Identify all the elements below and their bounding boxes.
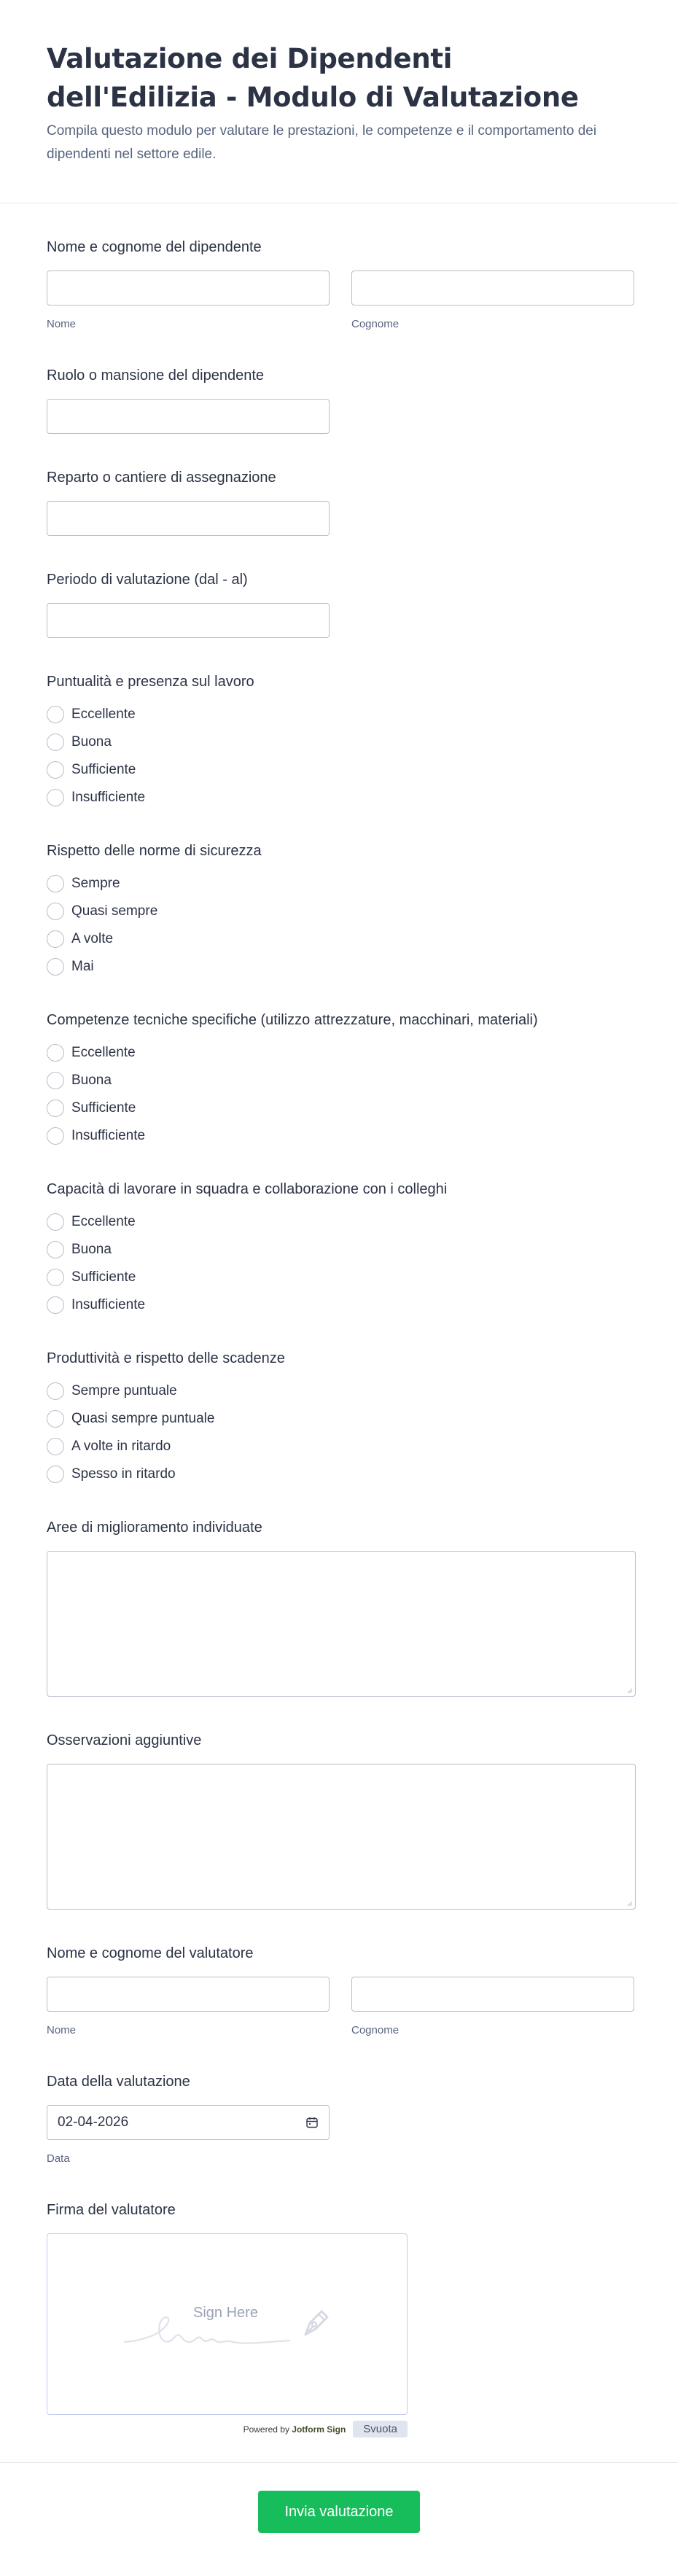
notes-field — [47, 1730, 631, 1910]
date-value: 02-04-2026 — [58, 2114, 129, 2130]
form-body — [0, 203, 678, 2437]
evaluator-last-name-sublabel: Cognome — [351, 2024, 400, 2036]
teamwork-option[interactable] — [47, 1296, 631, 1315]
technical-label: Competenze tecniche specifiche (utilizzo attrezzature, macchinari, materiali) — [47, 1012, 538, 1028]
role-label: Ruolo o mansione del dipendente — [47, 367, 264, 384]
radio-button[interactable] — [47, 1410, 64, 1428]
radio-label: Buona — [71, 734, 112, 750]
radio-button[interactable] — [47, 1100, 64, 1117]
safety-field — [47, 841, 631, 976]
radio-button[interactable] — [47, 734, 64, 751]
radio-label: Buona — [71, 1242, 112, 1257]
radio-label: Eccellente — [71, 1214, 136, 1229]
teamwork-option[interactable] — [47, 1240, 631, 1259]
employee-name-field — [47, 237, 631, 332]
period-field — [47, 569, 631, 638]
teamwork-option[interactable] — [47, 1213, 631, 1231]
form-subtitle: Compila questo modulo per valutare le prestazioni, le competenze e il comportamento dei dipendenti nel settore edile. — [47, 123, 597, 162]
radio-button[interactable] — [47, 1296, 64, 1314]
productivity-option[interactable] — [47, 1409, 631, 1428]
evaluator-first-name-sublabel: Nome — [47, 2024, 77, 2036]
department-label: Reparto o cantiere di assegnazione — [47, 470, 276, 486]
department-field — [47, 467, 631, 536]
technical-option[interactable] — [47, 1043, 631, 1062]
punctuality-label: Puntualità e presenza sul lavoro — [47, 674, 254, 690]
radio-label: Sufficiente — [71, 1100, 136, 1116]
radio-label: Eccellente — [71, 1045, 136, 1060]
signature-label: Firma del valutatore — [47, 2202, 176, 2218]
form-header — [0, 0, 678, 203]
notes-textarea[interactable] — [47, 1764, 636, 1910]
radio-label: Mai — [71, 959, 94, 974]
resize-grip-icon[interactable] — [626, 1899, 633, 1907]
punctuality-option[interactable] — [47, 760, 631, 779]
radio-button[interactable] — [47, 875, 64, 892]
submit-button[interactable]: Invia valutazione — [258, 2491, 420, 2533]
department-input[interactable] — [47, 501, 330, 536]
jotform-sign-brand: Jotform Sign — [292, 2424, 346, 2435]
technical-option[interactable] — [47, 1126, 631, 1145]
radio-button[interactable] — [47, 1382, 64, 1400]
radio-button[interactable] — [47, 1127, 64, 1145]
signature-footer — [47, 2421, 408, 2437]
evaluator-name-field — [47, 1943, 631, 2038]
evaluator-first-name-input[interactable] — [47, 1977, 330, 2012]
radio-label: Sempre — [71, 876, 120, 891]
date-field — [47, 2071, 631, 2166]
pen-icon — [300, 2305, 333, 2339]
employee-first-name-sublabel: Nome — [47, 318, 77, 330]
radio-label: Sufficiente — [71, 762, 136, 777]
signature-pad[interactable] — [47, 2233, 408, 2415]
technical-field — [47, 1010, 631, 1145]
improvement-field — [47, 1517, 631, 1697]
technical-option[interactable] — [47, 1071, 631, 1090]
signature-field — [47, 2200, 631, 2437]
employee-first-name-input[interactable] — [47, 271, 330, 306]
radio-label: Insufficiente — [71, 1128, 146, 1143]
radio-button[interactable] — [47, 1269, 64, 1286]
employee-last-name-sublabel: Cognome — [351, 318, 400, 330]
period-label: Periodo di valutazione (dal - al) — [47, 572, 248, 588]
safety-option[interactable] — [47, 930, 631, 949]
safety-option[interactable] — [47, 957, 631, 976]
radio-label: Sufficiente — [71, 1269, 136, 1285]
date-sublabel: Data — [47, 2152, 70, 2165]
safety-option[interactable] — [47, 874, 631, 893]
safety-option[interactable] — [47, 902, 631, 921]
radio-button[interactable] — [47, 1241, 64, 1258]
evaluator-last-name-input[interactable] — [351, 1977, 634, 2012]
productivity-option[interactable] — [47, 1382, 631, 1401]
radio-button[interactable] — [47, 1466, 64, 1483]
radio-label: Spesso in ritardo — [71, 1466, 176, 1482]
productivity-option[interactable] — [47, 1437, 631, 1456]
form-footer — [0, 2462, 678, 2576]
radio-button[interactable] — [47, 706, 64, 723]
punctuality-option[interactable] — [47, 705, 631, 724]
safety-label: Rispetto delle norme di sicurezza — [47, 843, 262, 859]
notes-label: Osservazioni aggiuntive — [47, 1732, 202, 1748]
role-input[interactable] — [47, 399, 330, 434]
productivity-option[interactable] — [47, 1465, 631, 1484]
role-field — [47, 365, 631, 434]
radio-button[interactable] — [47, 1438, 64, 1455]
productivity-field — [47, 1348, 631, 1484]
radio-label: Quasi sempre puntuale — [71, 1411, 215, 1426]
radio-button[interactable] — [47, 958, 64, 976]
teamwork-option[interactable] — [47, 1268, 631, 1287]
period-input[interactable] — [47, 603, 330, 638]
technical-option[interactable] — [47, 1099, 631, 1118]
radio-button[interactable] — [47, 903, 64, 920]
punctuality-option[interactable] — [47, 733, 631, 752]
calendar-icon[interactable] — [305, 2116, 319, 2129]
radio-label: Sempre puntuale — [71, 1383, 177, 1398]
radio-label: A volte — [71, 931, 114, 946]
radio-label: Insufficiente — [71, 790, 146, 805]
date-label: Data della valutazione — [47, 2074, 190, 2090]
radio-label: Quasi sempre — [71, 903, 158, 919]
employee-last-name-input[interactable] — [351, 271, 634, 306]
employee-name-label: Nome e cognome del dipendente — [47, 239, 262, 255]
powered-by-text: Powered by — [243, 2424, 289, 2435]
radio-label: A volte in ritardo — [71, 1439, 171, 1454]
radio-label: Buona — [71, 1073, 112, 1088]
productivity-label: Produttività e rispetto delle scadenze — [47, 1350, 285, 1366]
teamwork-field — [47, 1179, 631, 1315]
radio-label: Eccellente — [71, 707, 136, 722]
radio-button[interactable] — [47, 1072, 64, 1089]
evaluator-name-label: Nome e cognome del valutatore — [47, 1945, 254, 1961]
radio-button[interactable] — [47, 1044, 64, 1062]
resize-grip-icon[interactable] — [626, 1686, 633, 1694]
date-input[interactable] — [47, 2105, 330, 2140]
radio-button[interactable] — [47, 761, 64, 779]
improvement-label: Aree di miglioramento individuate — [47, 1519, 262, 1536]
radio-button[interactable] — [47, 789, 64, 806]
powered-by — [243, 2424, 346, 2435]
punctuality-field — [47, 672, 631, 807]
radio-button[interactable] — [47, 1213, 64, 1231]
radio-label: Insufficiente — [71, 1297, 146, 1312]
signature-placeholder: Sign Here — [193, 2305, 258, 2321]
teamwork-label: Capacità di lavorare in squadra e collaborazione con i colleghi — [47, 1181, 448, 1197]
improvement-textarea[interactable] — [47, 1551, 636, 1697]
punctuality-option[interactable] — [47, 788, 631, 807]
radio-button[interactable] — [47, 930, 64, 948]
form-title: Valutazione dei Dipendenti dell'Edilizia - Modulo di Valutazione — [47, 43, 579, 113]
clear-signature-button[interactable]: Svuota — [353, 2421, 408, 2437]
